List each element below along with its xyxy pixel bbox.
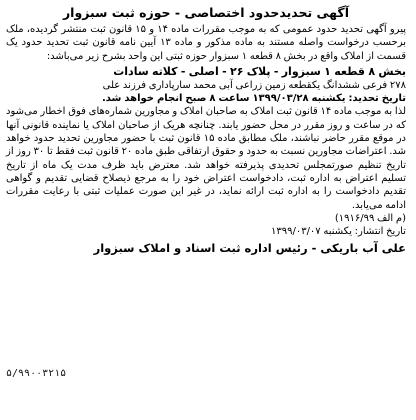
- notice-intro: پیرو آگهی تحدید حدود عمومی که به موجب مقررات ماده ۱۴ و ۱۵ قانون ثبت منتشر گردیده، ملک برحسب درخواست واصله مستند به ماده مذکور و ماده ۱۳ آیین نامه قانون ثبت تحدید حدود یک قسمت از املاک واقع در بخش ۸ قطعه ۱ سبزوار حوزه ثبتی این واحد بشرح زیر می‌باشد:: [6, 24, 407, 62]
- notice-publish-date: تاریخ انتشار: یکشنبه ۱۳۹۹/۰۳/۰۷: [270, 226, 406, 238]
- notice-body: [6, 23, 406, 238]
- notice-signature: علی آب باریکی - رئیس اداره ثبت اسناد و املاک سبزوار: [93, 241, 406, 256]
- notice-paragraph: لذا به موجب ماده ۱۴ قانون ثبت املاک به صاحبان املاک و مجاورین شماره‌های فوق اخطار می‌شود که در ساعت و روز مقرر در محل حضور یابند. چنانچه هریک از صاحبان املاک یا نماینده قانونی آنها در موقع مقرر حاضر نباشند، ملک مطابق ماده ۱۵ قانون ثبت با حضور مجاورین تحدید حدود خواهد شد. اعتراضات مجاورین نسبت به حدود و حقوق ارتفاقی طبق ماده ۲۰ قانون ثبت فقط تا ۳۰ روز از تاریخ تنظیم صورتمجلس تحدیدی پذیرفته خواهد شد. معترض باید ظرف مدت یک ماه از تاریخ تسلیم اعتراض به اداره ثبت، دادخواست اعتراض خود را به مرجع ذیصلاح قضایی تقدیم و گواهی تقدیم دادخواست را به اداره ثبت ارائه نماید، در غیر این صورت عملیات ثبتی با رعایت مقررات ادامه می‌یابد.: [6, 106, 407, 211]
- notice-plot-line: ۲۷۸ فرعی ششدانگ یکقطعه زمین زراعی آبی محمد سارپاداری فرزند علی: [102, 79, 406, 91]
- notice-title: آگهی تحدیدحدود اختصاصی - حوزه ثبت سبزوار: [62, 5, 349, 20]
- notice-date-line: تاریخ تحدید: یکشنبه ۱۳۹۹/۰۳/۲۸ ساعت ۸ صبح انجام خواهد شد.: [101, 93, 406, 105]
- footer-code: ۵/۹۹۰۰۳۲۱۵: [6, 368, 67, 379]
- legal-notice: [6, 3, 406, 413]
- notice-subject: بخش ۸ قطعه ۱ سبزوار - پلاک ۲۶ - اصلی - کلاته سادات: [113, 64, 406, 78]
- notice-code-line: (م الف ۱۹۱۶/۹۹): [334, 212, 406, 224]
